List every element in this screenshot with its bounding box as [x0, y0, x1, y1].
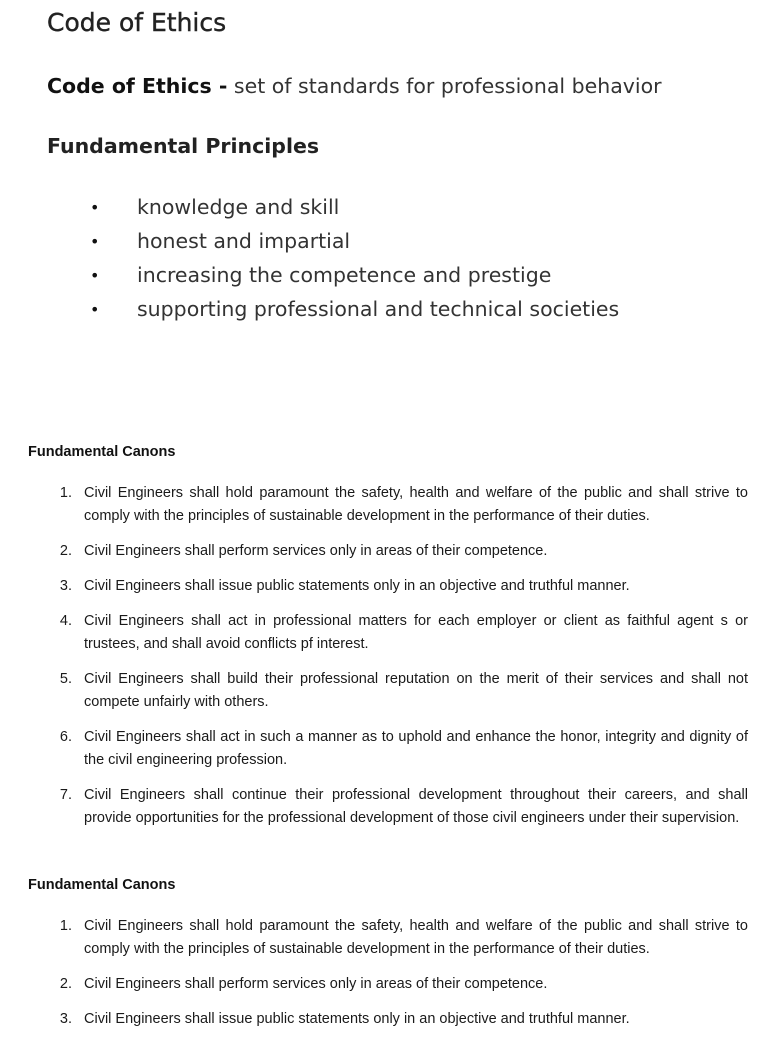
bullet-icon: • [90, 265, 100, 285]
canon-text: Civil Engineers shall perform services only in areas of their competence. [84, 543, 548, 559]
canon-number: 5. [59, 671, 72, 687]
principle-text: honest and impartial [137, 229, 351, 253]
definition-line [47, 74, 662, 98]
canon-item [28, 540, 748, 563]
canons-list [28, 482, 748, 830]
canon-text: Civil Engineers shall hold paramount the safety, health and welfare of the public and shall strive to comply with the principles of sustainable development in the performance of their duties. [84, 485, 748, 524]
canons-heading: Fundamental Canons [28, 444, 176, 460]
canon-number: 2. [59, 543, 72, 559]
canons-section-2 [28, 877, 748, 1043]
canon-item [28, 784, 748, 830]
definition-text: set of standards for professional behavior [227, 74, 662, 98]
canon-item [28, 973, 748, 996]
canon-number: 6. [59, 729, 72, 745]
bullet-icon: • [90, 231, 100, 251]
canon-text: Civil Engineers shall issue public statements only in an objective and truthful manner. [84, 1011, 630, 1027]
canon-item [28, 915, 748, 961]
canon-number: 3. [59, 578, 72, 594]
canon-item [28, 610, 748, 656]
bullet-icon: • [90, 197, 100, 217]
principle-item [90, 292, 619, 326]
bullet-icon: • [90, 299, 100, 319]
canons-section-1 [28, 444, 748, 842]
principles-heading: Fundamental Principles [47, 134, 320, 158]
principle-item [90, 258, 619, 292]
canon-item [28, 575, 748, 598]
document-title: Code of Ethics [47, 8, 227, 37]
canon-item [28, 726, 748, 772]
canon-number: 1. [59, 485, 72, 501]
principle-item [90, 190, 619, 224]
canon-text: Civil Engineers shall hold paramount the safety, health and welfare of the public and shall strive to comply with the principles of sustainable development in the performance of their duties. [84, 918, 748, 957]
canon-number: 4. [59, 613, 72, 629]
canon-text: Civil Engineers shall perform services only in areas of their competence. [84, 976, 548, 992]
canon-number: 3. [59, 1011, 72, 1027]
canon-number: 7. [59, 787, 72, 803]
principle-text: knowledge and skill [137, 195, 340, 219]
principle-item [90, 224, 619, 258]
canon-item [28, 1008, 748, 1031]
canon-number: 2. [59, 976, 72, 992]
canon-text: Civil Engineers shall act in such a manner as to uphold and enhance the honor, integrity and dignity of the civil engineering profession. [84, 729, 748, 768]
canon-text: Civil Engineers shall continue their professional development throughout their careers, and shall provide opportunities for the professional development of those civil engineers under their supervision. [84, 787, 748, 826]
canon-text: Civil Engineers shall act in professional matters for each employer or client as faithful agent s or trustees, and shall avoid conflicts pf interest. [84, 613, 748, 652]
canon-number: 1. [59, 918, 72, 934]
definition-term: Code of Ethics - [47, 74, 228, 98]
principle-text: increasing the competence and prestige [137, 263, 552, 287]
canon-item [28, 668, 748, 714]
canons-heading: Fundamental Canons [28, 877, 176, 893]
canon-item [28, 482, 748, 528]
principles-list [90, 190, 619, 326]
principle-text: supporting professional and technical societies [137, 297, 620, 321]
canon-text: Civil Engineers shall issue public statements only in an objective and truthful manner. [84, 578, 630, 594]
canons-list [28, 915, 748, 1031]
canon-text: Civil Engineers shall build their professional reputation on the merit of their services and shall not compete unfairly with others. [84, 671, 748, 710]
